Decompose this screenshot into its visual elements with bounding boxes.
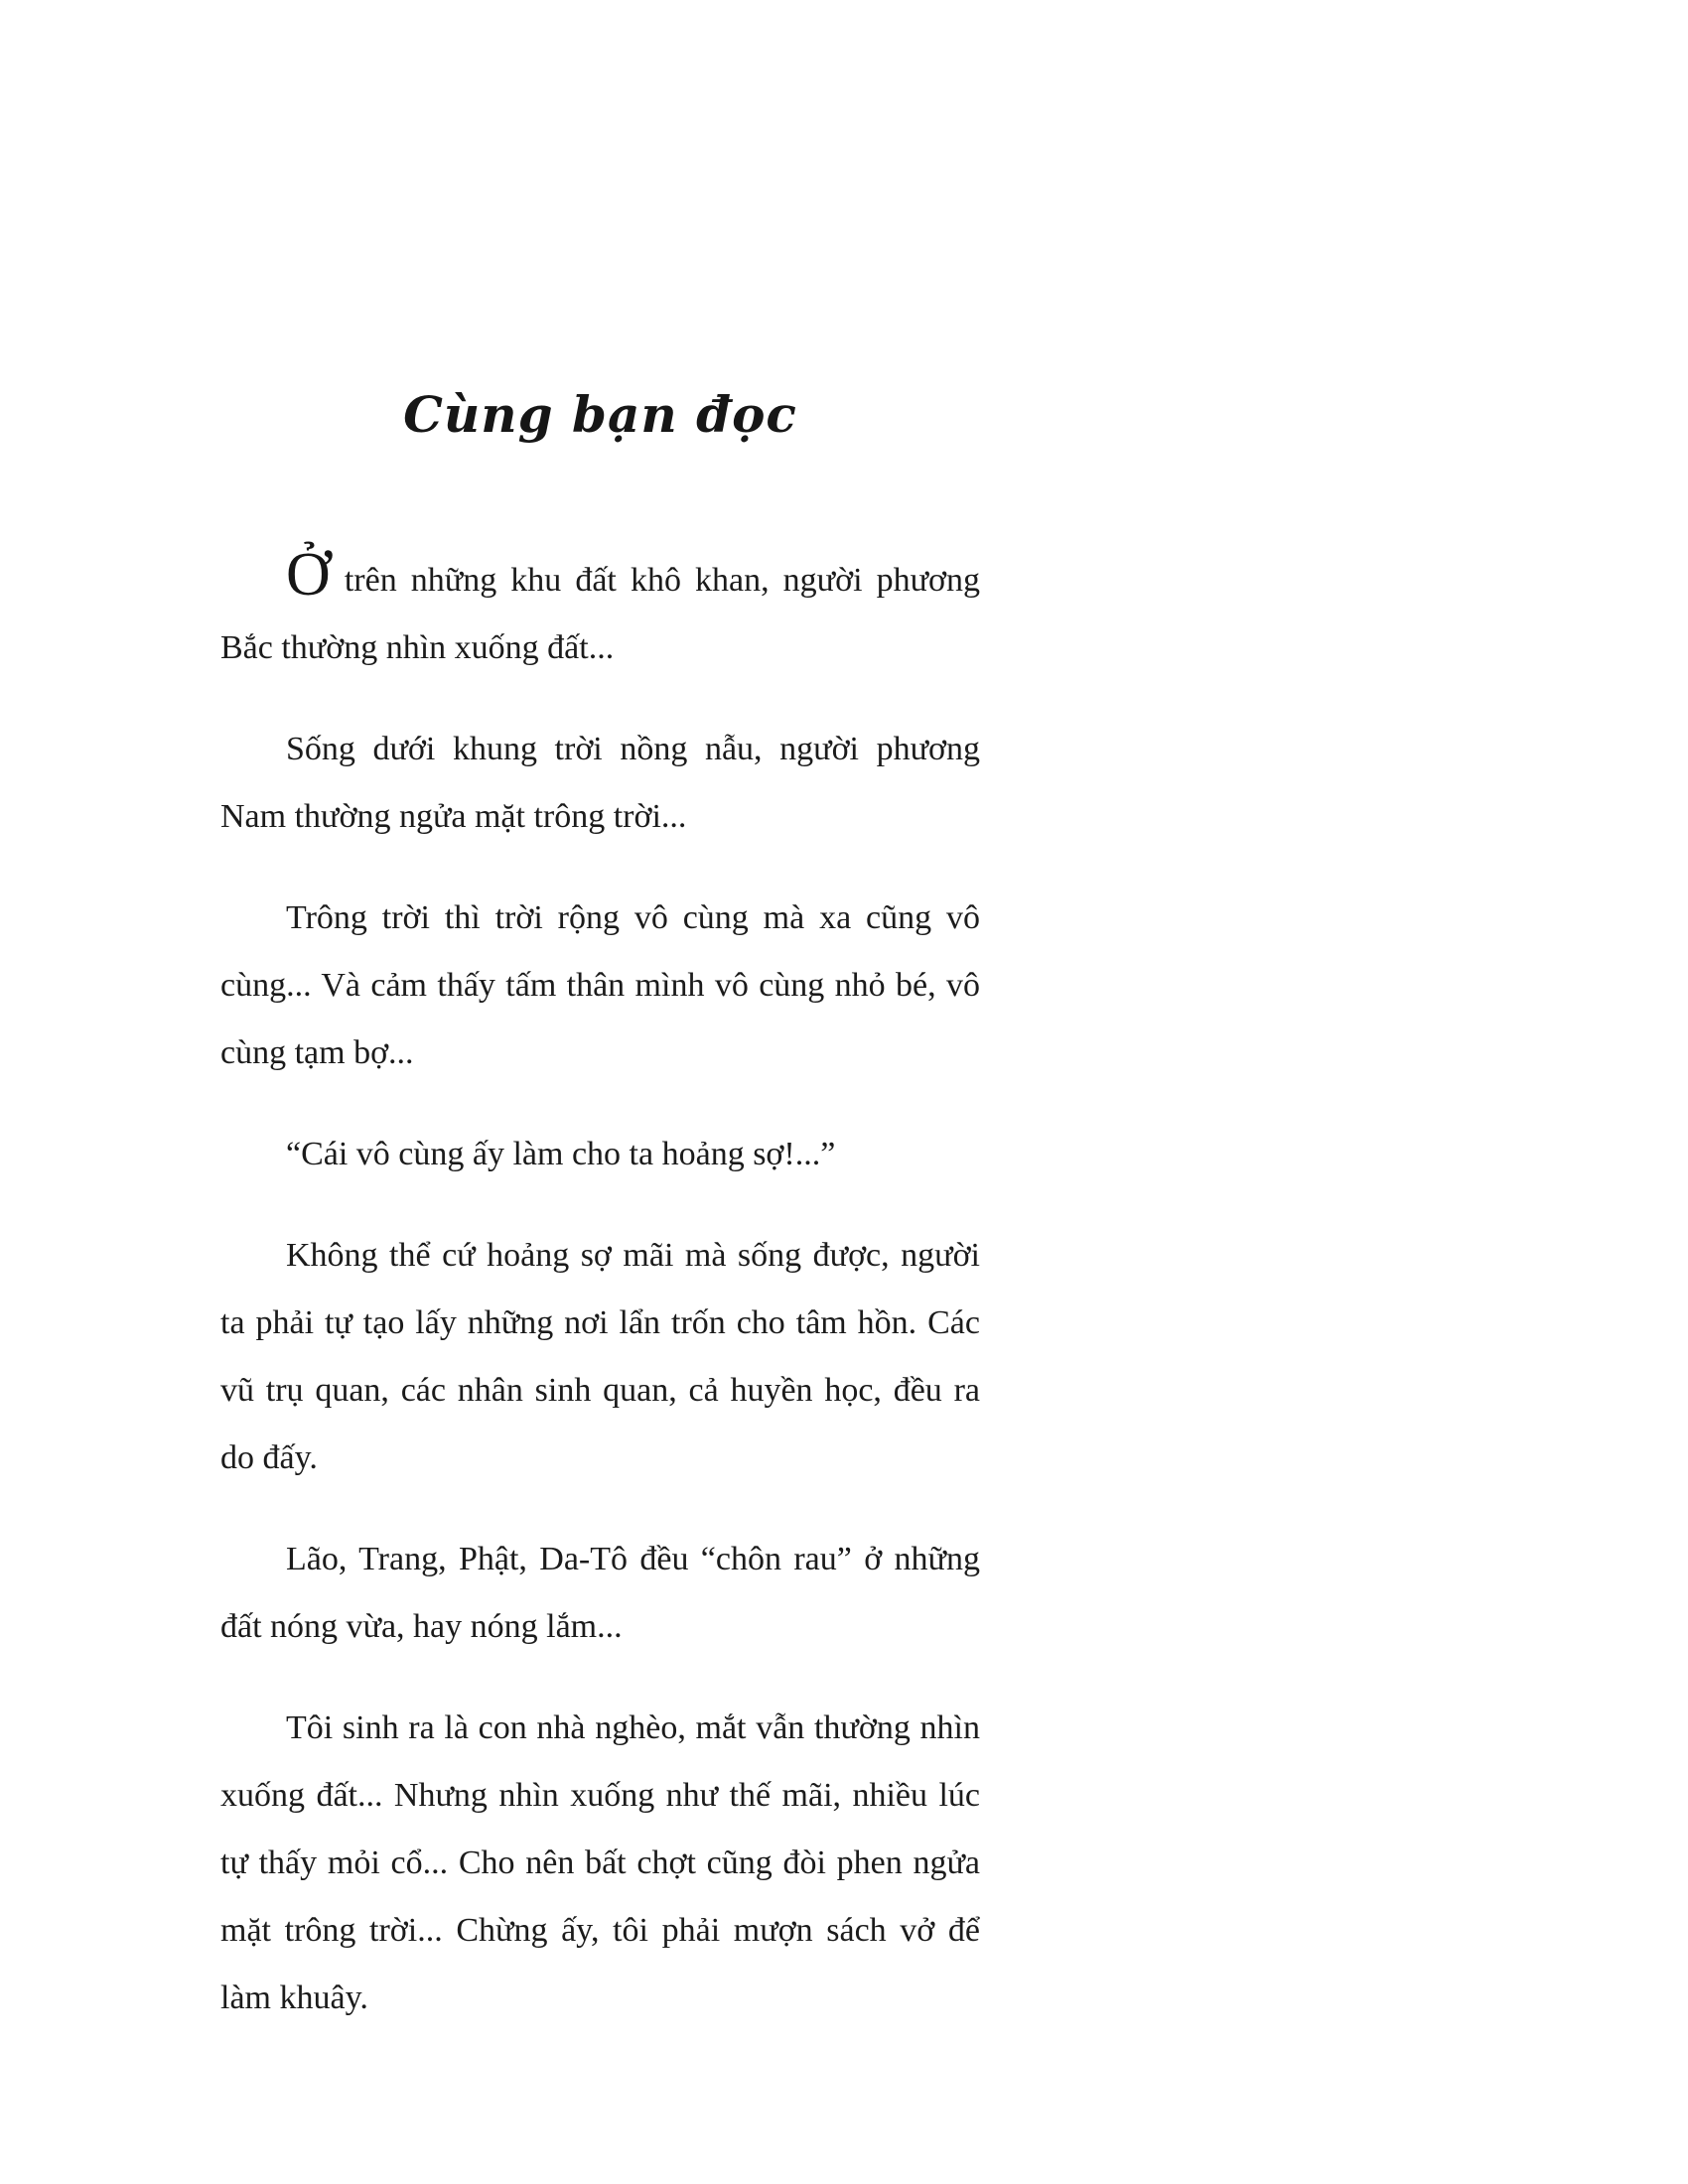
page-title: Cùng bạn đọc (403, 385, 797, 444)
paragraph-text: trên những khu đất khô khan, người phương Bắc thường nhìn xuống đất... (220, 562, 980, 666)
text-column (220, 385, 980, 2066)
dropcap-initial: Ở (286, 541, 331, 609)
paragraph: Sống dưới khung trời nồng nẫu, người phương Nam thường ngửa mặt trông trời... (220, 731, 980, 835)
paragraph: Trông trời thì trời rộng vô cùng mà xa cũng vô cùng... Và cảm thấy tấm thân mình vô cùng nhỏ bé, vô cùng tạm bợ... (220, 899, 980, 1071)
paragraph: Lão, Trang, Phật, Da-Tô đều “chôn rau” ở những đất nóng vừa, hay nóng lắm... (220, 1541, 980, 1645)
paragraph: Không thể cứ hoảng sợ mãi mà sống được, người ta phải tự tạo lấy những nơi lẩn trốn cho tâm hồn. Các vũ trụ quan, các nhân sinh quan, cả huyền học, đều ra do đấy. (220, 1237, 980, 1476)
paragraph (220, 541, 980, 682)
paragraph: “Cái vô cùng ấy làm cho ta hoảng sợ!...” (286, 1136, 836, 1172)
paragraph: Tôi sinh ra là con nhà nghèo, mắt vẫn thường nhìn xuống đất... Nhưng nhìn xuống như thế mãi, nhiều lúc tự thấy mỏi cổ... Cho nên bất chợt cũng đòi phen ngửa mặt trông trời... Chừng ấy, tôi phải mượn sách vở để làm khuây. (220, 1709, 980, 2016)
